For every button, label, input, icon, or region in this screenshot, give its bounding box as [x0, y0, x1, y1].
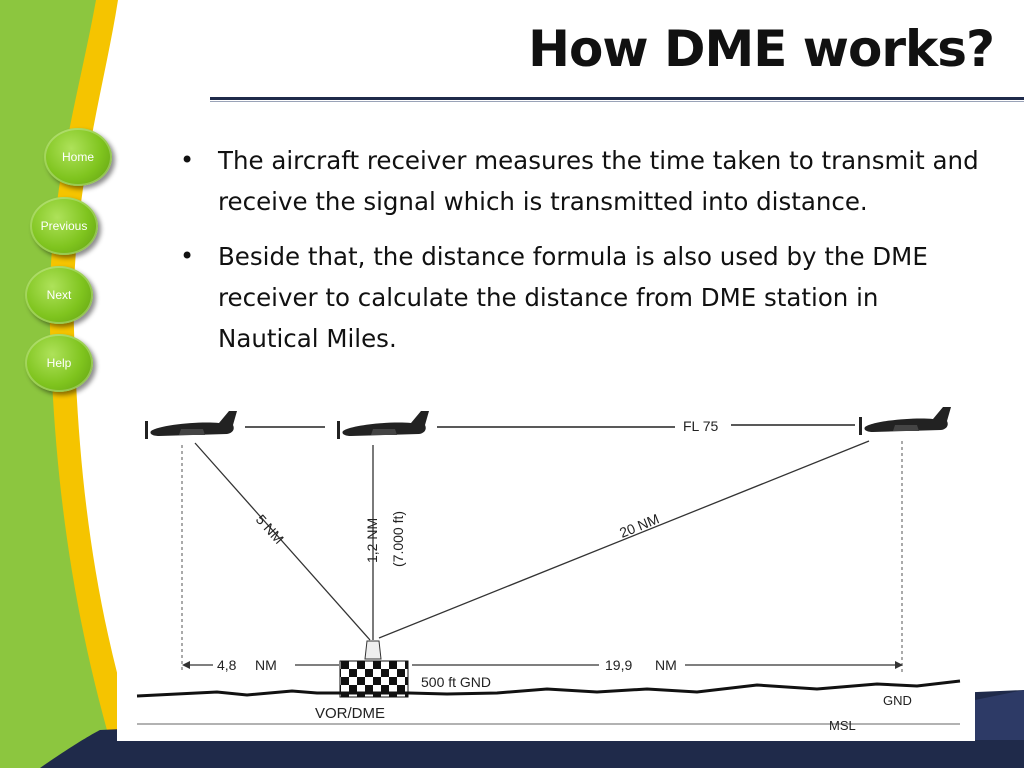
terrain-line: [137, 681, 960, 696]
slant-left-label: 5 NM: [252, 511, 288, 547]
next-button[interactable]: Next: [25, 266, 93, 324]
flight-level-label: FL 75: [683, 418, 719, 434]
help-button[interactable]: Help: [25, 334, 93, 392]
gnd-label: GND: [883, 693, 912, 708]
arrowhead: [182, 661, 190, 669]
ground-right-unit: NM: [655, 657, 677, 673]
vertical-nm-label: 1,2 NM: [364, 517, 380, 563]
vertical-ft-label: (7.000 ft): [390, 510, 406, 567]
dme-diagram: [117, 405, 975, 741]
slide-title: How DME works?: [528, 20, 994, 78]
home-button[interactable]: Home: [44, 128, 112, 186]
dme-antenna-icon: [365, 641, 381, 659]
slant-range-left: [195, 443, 370, 640]
arrowhead: [895, 661, 903, 669]
aircraft-center-icon: [337, 411, 429, 439]
msl-label: MSL: [829, 718, 856, 733]
previous-button[interactable]: Previous: [30, 197, 98, 255]
bullet-list: [180, 140, 980, 373]
bullet-item: • The aircraft receiver measures the time taken to transmit and receive the signal which is transmitted into distance.: [180, 140, 980, 222]
ground-right-value: 19,9: [605, 657, 633, 673]
station-name-label: VOR/DME: [315, 705, 386, 722]
bullet-item: • Beside that, the distance formula is also used by the DME receiver to calculate the distance from DME station in Nautical Miles.: [180, 236, 980, 359]
aircraft-left-icon: [145, 411, 237, 439]
aircraft-right-icon: [859, 407, 951, 435]
title-divider: [210, 97, 1024, 100]
station-elevation-label: 500 ft GND: [421, 674, 492, 690]
slant-right-label: 20 NM: [617, 510, 662, 541]
title-divider-thin: [210, 101, 1024, 102]
ground-left-value: 4,8: [217, 657, 237, 673]
ground-left-unit: NM: [255, 657, 277, 673]
